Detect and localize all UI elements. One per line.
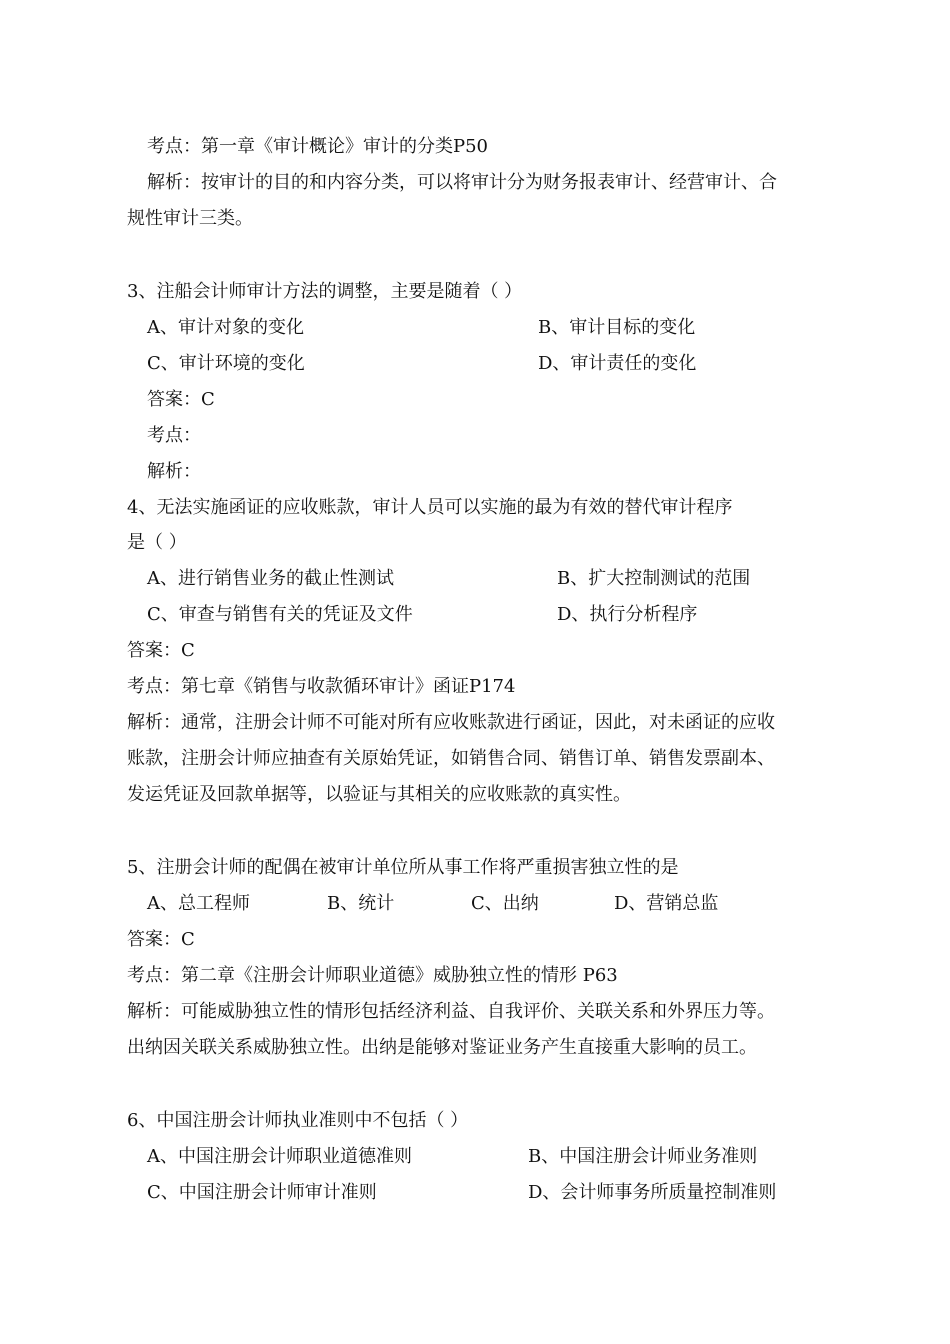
q4-option-a: A、进行销售业务的截止性测试 xyxy=(147,568,394,589)
q5-analysis-line-1: 解析：可能威胁独立性的情形包括经济利益、自我评价、关联关系和外界压力等。 xyxy=(127,1001,775,1022)
q3-option-a: A、审计对象的变化 xyxy=(147,317,304,338)
q3-option-b: B、审计目标的变化 xyxy=(538,317,696,338)
q3-analysis: 解析： xyxy=(147,461,201,482)
q5-option-d: D、营销总监 xyxy=(614,893,719,914)
q4-stem-line-2: 是（ ） xyxy=(127,532,187,553)
q5-option-a: A、总工程师 xyxy=(147,893,250,914)
q3-option-d: D、审计责任的变化 xyxy=(538,353,697,374)
q4-analysis-line-1: 解析：通常，注册会计师不可能对所有应收账款进行函证，因此，对未函证的应收 xyxy=(127,712,775,733)
q3-point: 考点： xyxy=(147,425,201,446)
q4-stem-line-1: 4、无法实施函证的应收账款，审计人员可以实施的最为有效的替代审计程序 xyxy=(127,497,733,518)
q5-option-b: B、统计 xyxy=(327,893,395,914)
q6-option-c: C、中国注册会计师审计准则 xyxy=(147,1182,377,1203)
q5-answer: 答案：C xyxy=(127,929,195,950)
q4-analysis-line-3: 发运凭证及回款单据等，以验证与其相关的应收账款的真实性。 xyxy=(127,784,631,805)
q2-point: 考点：第一章《审计概论》审计的分类P50 xyxy=(147,136,489,157)
q5-stem: 5、注册会计师的配偶在被审计单位所从事工作将严重损害独立性的是 xyxy=(127,857,679,878)
q4-option-b: B、扩大控制测试的范围 xyxy=(557,568,751,589)
q4-analysis-line-2: 账款，注册会计师应抽查有关原始凭证，如销售合同、销售订单、销售发票副本、 xyxy=(127,748,775,769)
q3-stem: 3、注船会计师审计方法的调整，主要是随着（ ） xyxy=(127,281,523,302)
q4-option-d: D、执行分析程序 xyxy=(557,604,698,625)
q3-option-c: C、审计环境的变化 xyxy=(147,353,305,374)
q5-point: 考点：第二章《注册会计师职业道德》威胁独立性的情形 P63 xyxy=(127,965,618,986)
q5-analysis-line-2: 出纳因关联关系威胁独立性。出纳是能够对鉴证业务产生直接重大影响的员工。 xyxy=(127,1037,757,1058)
q2-analysis-line-2: 规性审计三类。 xyxy=(127,208,253,229)
q5-option-c: C、出纳 xyxy=(471,893,539,914)
q6-stem: 6、中国注册会计师执业准则中不包括（ ） xyxy=(127,1110,469,1131)
q4-answer: 答案：C xyxy=(127,640,195,661)
q4-option-c: C、审查与销售有关的凭证及文件 xyxy=(147,604,413,625)
q4-point: 考点：第七章《销售与收款循环审计》函证P174 xyxy=(127,676,516,697)
q6-option-d: D、会计师事务所质量控制准则 xyxy=(528,1182,777,1203)
q2-analysis-line-1: 解析：按审计的目的和内容分类，可以将审计分为财务报表审计、经营审计、合 xyxy=(147,172,777,193)
q6-option-a: A、中国注册会计师职业道德准则 xyxy=(147,1146,412,1167)
q6-option-b: B、中国注册会计师业务准则 xyxy=(528,1146,758,1167)
q3-answer: 答案：C xyxy=(147,389,215,410)
